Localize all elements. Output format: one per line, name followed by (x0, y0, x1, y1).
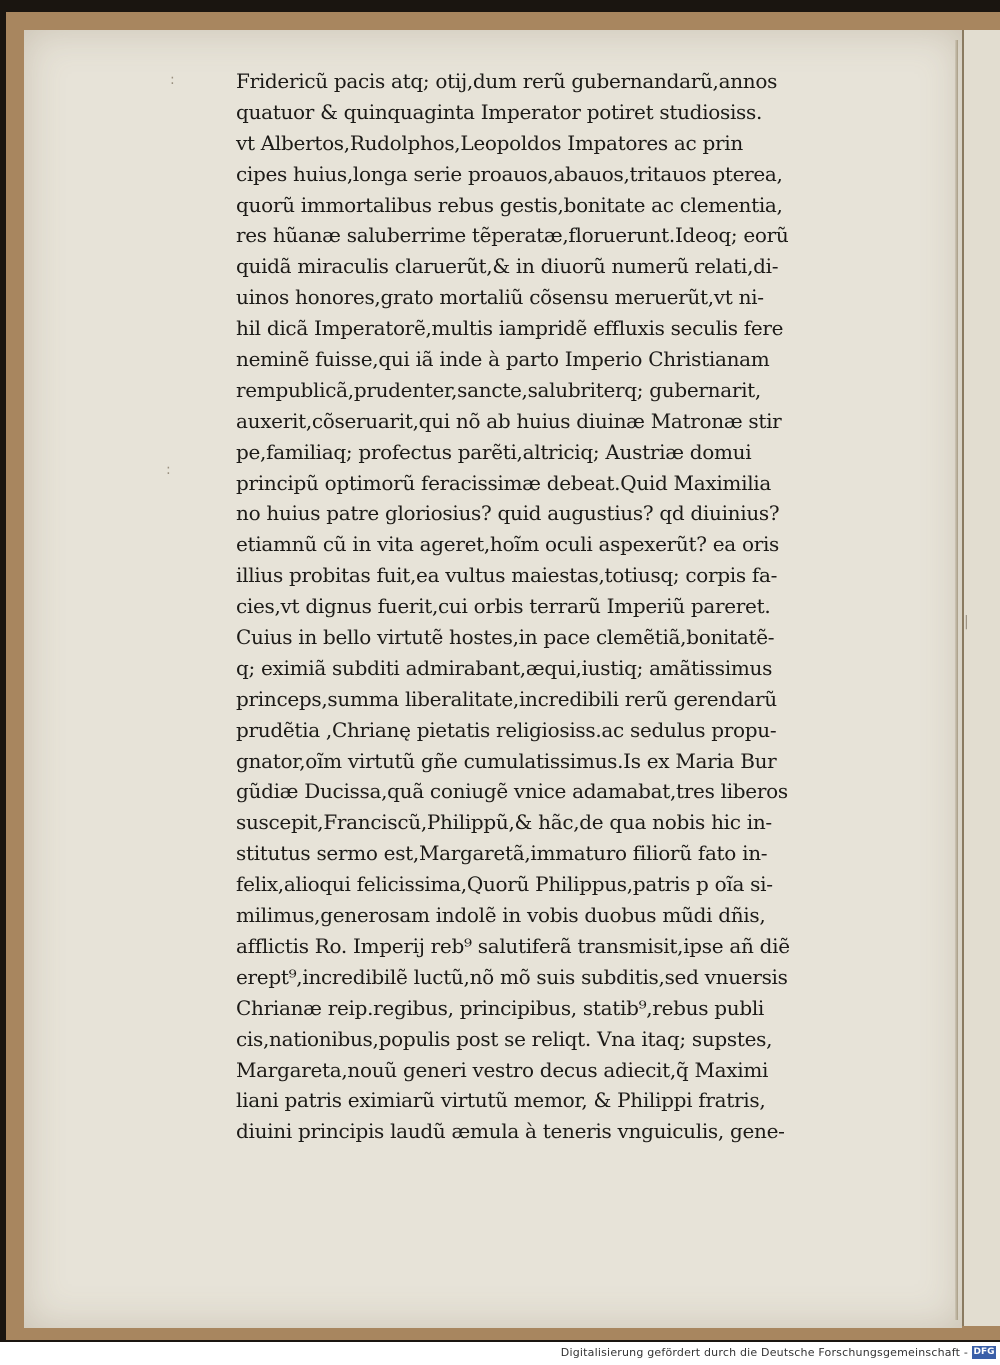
text-line: diuini principis laudũ æmula à teneris vnguiculis, gene- (236, 1119, 785, 1144)
text-line: stitutus sermo est,Margaretã,immaturo filiorũ fato in- (236, 841, 768, 866)
page-gutter (955, 40, 958, 1320)
text-line: q; eximiã subditi admirabant,æqui,iustiq; amãtissimus (236, 655, 773, 680)
facing-page-edge (962, 30, 1000, 1326)
text-line: illius probitas fuit,ea vultus maiestas,totiusq; corpis fa- (236, 563, 778, 588)
text-line: liani patris eximiarũ virtutũ memor, & Philippi fratris, (236, 1088, 766, 1113)
text-line: neminẽ fuisse,qui iã inde à parto Imperio Christianam (236, 347, 770, 372)
text-line: vt Albertos,Rudolphos,Leopoldos Impatores ac prin (236, 130, 743, 155)
text-line: res hũanæ saluberrime tẽperatæ,floruerunt.Ideoq; eorũ (236, 223, 789, 248)
text-line: cies,vt dignus fuerit,cui orbis terrarũ Imperiũ pareret. (236, 594, 771, 619)
text-line: rempublicã,prudenter,sancte,salubriterq; gubernarit, (236, 377, 761, 402)
text-line: quidã miraculis claruerũt,& in diuorũ numerũ relati,di- (236, 254, 779, 279)
text-line: gnator,oĩm virtutũ gñe cumulatissimus.Is ex Maria Bur (236, 748, 777, 773)
text-column (236, 66, 876, 1147)
text-line: Cuius in bello virtutẽ hostes,in pace clemẽtiã,bonitatẽ- (236, 625, 775, 650)
text-line: prudẽtia ,Chrianę pietatis religiosiss.ac sedulus propu- (236, 717, 777, 742)
digitization-credit: Digitalisierung gefördert durch die Deutsche Forschungsgemeinschaft - (560, 1346, 968, 1359)
margin-mark: | (964, 614, 969, 630)
text-line: princeps,summa liberalitate,incredibili rerũ gerendarũ (236, 686, 777, 711)
footer-bar (0, 1342, 1000, 1365)
text-line: felix,alioqui felicissima,Quorũ Philippus,patris p oĩa si- (236, 872, 773, 897)
text-line: cis,nationibus,populis post se reliqt. Vna itaq; supstes, (236, 1026, 773, 1051)
text-line: hil dicã Imperatorẽ,multis iampridẽ effluxis seculis fere (236, 316, 784, 341)
text-line: Chrianæ reip.regibus, principibus, statib⁹,rebus publi (236, 995, 765, 1020)
text-line: milimus,generosam indolẽ in vobis duobus mũdi dñis, (236, 903, 766, 928)
text-line: uinos honores,grato mortaliũ cõsensu meruerũt,vt ni- (236, 285, 764, 310)
text-line: no huius patre gloriosius? quid augustius? qd diuinius? (236, 501, 780, 526)
text-line: principũ optimorũ feracissimæ debeat.Quid Maximilia (236, 470, 772, 495)
dfg-logo-icon: DFG (973, 1347, 995, 1357)
text-line: gũdiæ Ducissa,quã coniugẽ vnice adamabat,tres liberos (236, 779, 788, 804)
margin-mark: : (170, 72, 175, 88)
text-line: Margareta,nouũ generi vestro decus adiecit,q̃ Maximi (236, 1057, 769, 1082)
text-line: suscepit,Franciscũ,Philippũ,& hãc,de qua nobis hic in- (236, 810, 772, 835)
margin-mark: : (166, 462, 171, 478)
text-line: pe,familiaq; profectus parẽti,altriciq; Austriæ domui (236, 439, 752, 464)
text-line: auxerit,cõseruarit,qui nõ ab huius diuinæ Matronæ stir (236, 408, 782, 433)
text-line: Fridericũ pacis atq; otij,dum rerũ gubernandarũ,annos (236, 69, 778, 93)
text-line: etiamnũ cũ in vita ageret,hoĩm oculi aspexerũt? ea oris (236, 532, 780, 557)
text-line: quorũ immortalibus rebus gestis,bonitate ac clementia, (236, 192, 783, 217)
text-line: erept⁹,incredibilẽ luctũ,nõ mõ suis subditis,sed vnuersis (236, 964, 788, 989)
text-line: quatuor & quinquaginta Imperator potiret studiosiss. (236, 99, 763, 124)
text-line: cipes huius,longa serie proauos,abauos,tritauos pterea, (236, 161, 783, 186)
text-line: afflictis Ro. Imperij reb⁹ salutiferã transmisit,ipse añ diẽ (236, 933, 790, 958)
